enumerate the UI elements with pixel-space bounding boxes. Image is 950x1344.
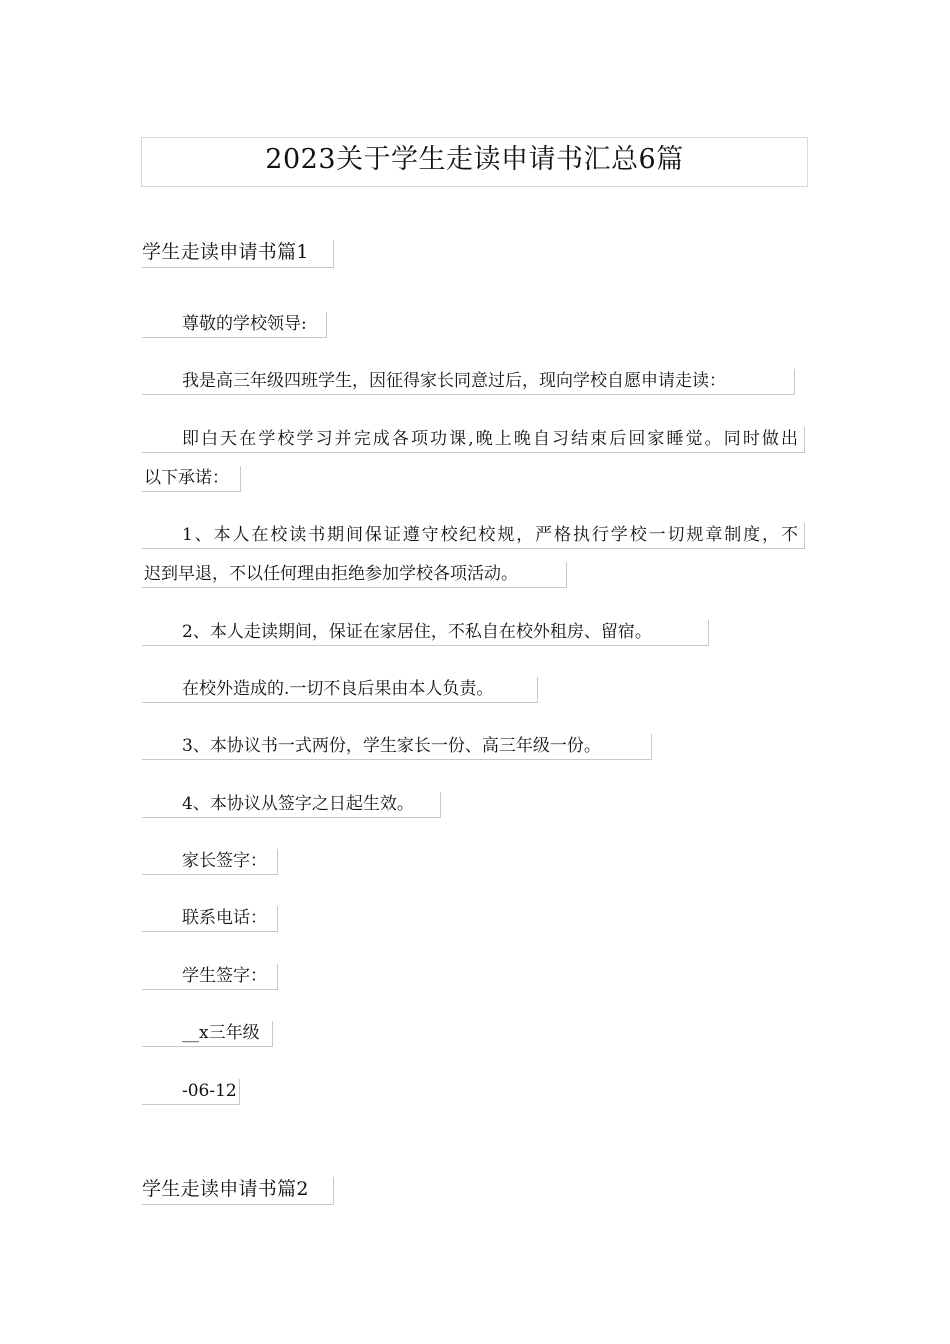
- section-heading-2: 学生走读申请书篇2: [142, 1177, 334, 1205]
- paragraph-2-line-1: 即白天在学校学习并完成各项功课,晚上晚自习结束后回家睡觉。同时做出: [142, 427, 805, 453]
- document-title: 2023关于学生走读申请书汇总6篇: [141, 137, 808, 187]
- salutation: 尊敬的学校领导:: [142, 312, 327, 338]
- item-3: 3、本协议书一式两份，学生家长一份、高三年级一份。: [142, 734, 652, 760]
- item-4: 4、本协议从签字之日起生效。: [142, 792, 441, 818]
- paragraph-2-line-2: 以下承诺：: [142, 466, 241, 492]
- paragraph-1: 我是高三年级四班学生，因征得家长同意过后，现向学校自愿申请走读：: [142, 369, 795, 395]
- item-2: 2、本人走读期间，保证在家居住，不私自在校外租房、留宿。: [142, 620, 709, 646]
- student-signature-label: 学生签字：: [142, 964, 278, 990]
- contact-phone-label: 联系电话：: [142, 906, 278, 932]
- parent-signature-label: 家长签字：: [142, 849, 278, 875]
- item-2-continued: 在校外造成的.一切不良后果由本人负责。: [142, 677, 538, 703]
- item-1-line-2: 迟到早退，不以任何理由拒绝参加学校各项活动。: [142, 562, 567, 588]
- section-heading-1: 学生走读申请书篇1: [142, 240, 334, 268]
- item-1-line-1: 1、本人在校读书期间保证遵守校纪校规，严格执行学校一切规章制度，不: [142, 523, 805, 549]
- date-line: -06-12: [142, 1079, 240, 1105]
- class-line: __x三年级: [142, 1021, 273, 1047]
